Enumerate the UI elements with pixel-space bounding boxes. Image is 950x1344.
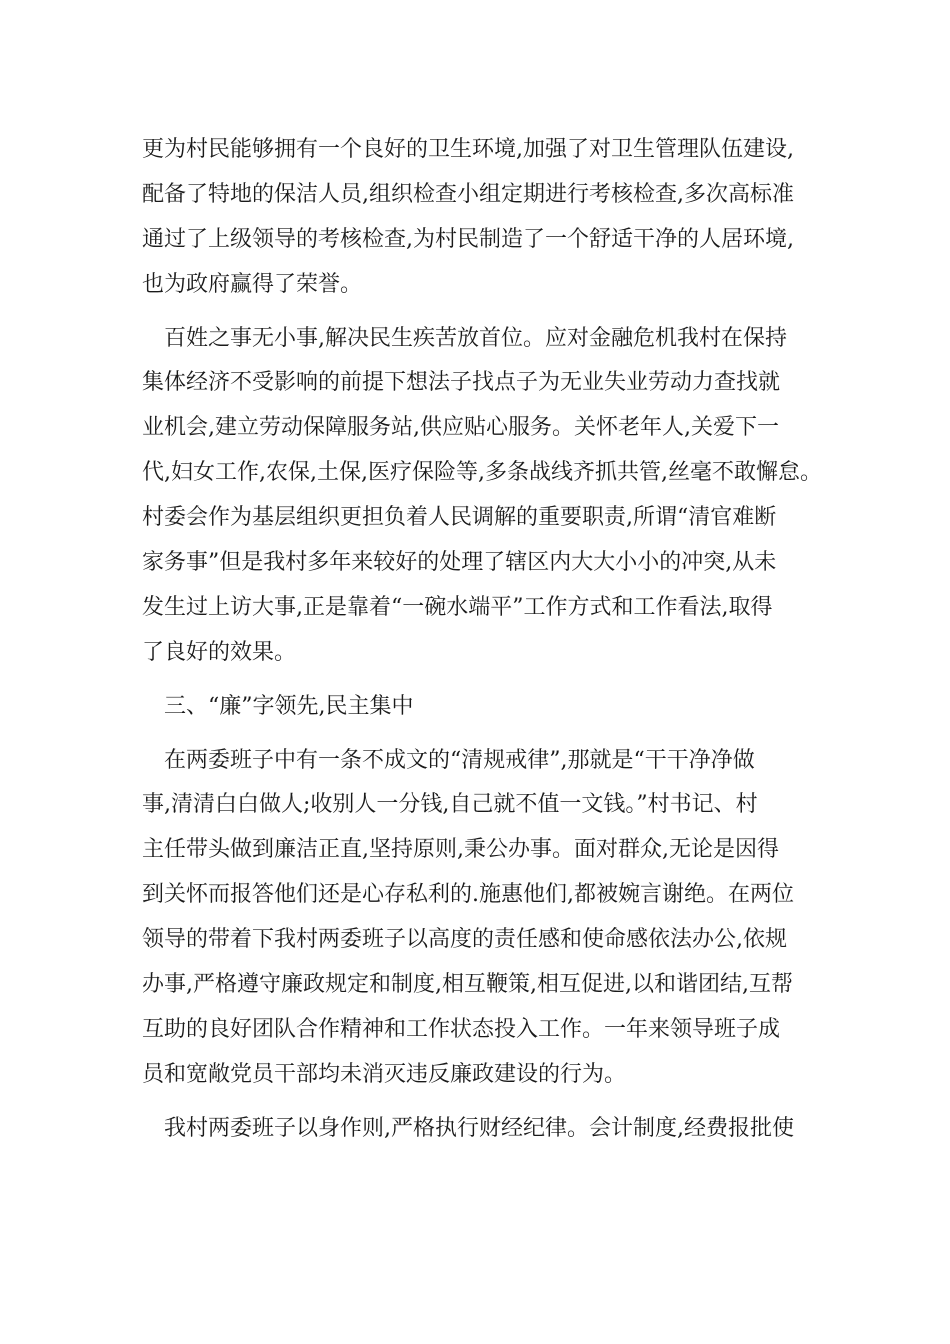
text-line: 员和宽敞党员干部均未消灭违反廉政建设的行为。 [142, 1061, 627, 1087]
text-line: 领导的带着下我村两委班子以高度的责任感和使命感依法办公,依规 [142, 927, 787, 953]
section-heading: 三、“廉”字领先,民主集中 [164, 693, 414, 719]
paragraph-start-line: 百姓之事无小事,解决民生疾苦放首位。应对金融危机我村在保持 [164, 325, 787, 351]
text-line: 到关怀而报答他们还是心存私利的.施惠他们,都被婉言谢绝。在两位 [142, 882, 794, 908]
text-line: 也为政府赢得了荣誉。 [142, 271, 363, 297]
text-line: 代,妇女工作,农保,土保,医疗保险等,多条战线齐抓共管,丝毫不敢懈怠。 [142, 460, 822, 486]
text-line: 办事,严格遵守廉政规定和制度,相互鞭策,相互促进,以和谐团结,互帮 [142, 972, 793, 998]
text-line: 业机会,建立劳动保障服务站,供应贴心服务。关怀老年人,关爱下一 [142, 415, 779, 441]
paragraph-start-line: 在两委班子中有一条不成文的“清规戒律”,那就是“干干净净做 [164, 747, 755, 773]
text-line: 集体经济不受影响的前提下想法子找点子为无业失业劳动力查找就 [142, 370, 781, 396]
text-line: 村委会作为基层组织更担负着人民调解的重要职责,所谓“清官难断 [142, 505, 777, 531]
text-line: 事,清清白白做人;收别人一分钱,自己就不值一文钱。”村书记、村 [142, 792, 758, 818]
paragraph-start-line: 我村两委班子以身作则,严格执行财经纪律。会计制度,经费报批使 [164, 1115, 794, 1141]
text-line: 配备了特地的保洁人员,组织检查小组定期进行考核检查,多次高标准 [142, 181, 794, 207]
text-line: 主任带头做到廉洁正直,坚持原则,秉公办事。面对群众,无论是因得 [142, 837, 779, 863]
text-line: 互助的良好团队合作精神和工作状态投入工作。一年来领导班子成 [142, 1016, 781, 1042]
body-text [142, 128, 842, 1152]
text-line: 更为村民能够拥有一个良好的卫生环境,加强了对卫生管理队伍建设, [142, 137, 794, 162]
text-line: 通过了上级领导的考核检查,为村民制造了一个舒适干净的人居环境, [142, 226, 794, 252]
text-line: 家务事”但是我村多年来较好的处理了辖区内大大小小的冲突,从未 [142, 550, 777, 576]
text-line: 发生过上访大事,正是靠着“一碗水端平”工作方式和工作看法,取得 [142, 594, 773, 620]
text-line: 了良好的效果。 [142, 639, 297, 665]
